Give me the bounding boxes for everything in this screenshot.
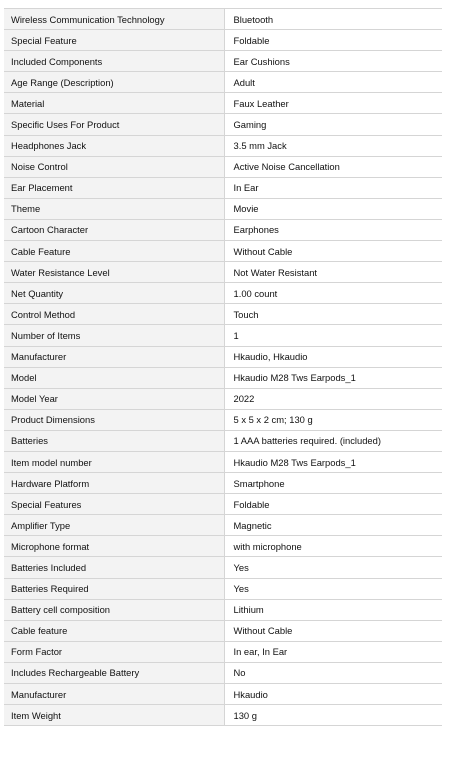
- spec-value: Bluetooth: [224, 9, 442, 30]
- spec-row: [4, 599, 442, 620]
- spec-value: Magnetic: [224, 515, 442, 536]
- spec-row: [4, 135, 442, 156]
- spec-row: [4, 219, 442, 240]
- spec-label: Amplifier Type: [4, 515, 224, 536]
- spec-row: [4, 684, 442, 705]
- spec-value: Gaming: [224, 114, 442, 135]
- spec-label: Wireless Communication Technology: [4, 9, 224, 30]
- spec-label: Theme: [4, 198, 224, 219]
- spec-value: Hkaudio M28 Tws Earpods_1: [224, 367, 442, 388]
- spec-label: Special Features: [4, 494, 224, 515]
- spec-row: [4, 51, 442, 72]
- spec-value: Foldable: [224, 494, 442, 515]
- spec-label: Material: [4, 93, 224, 114]
- spec-row: [4, 641, 442, 662]
- spec-row: [4, 451, 442, 472]
- spec-row: [4, 93, 442, 114]
- spec-row: [4, 346, 442, 367]
- spec-row: [4, 72, 442, 93]
- spec-row: [4, 304, 442, 325]
- spec-row: [4, 9, 442, 30]
- spec-label: Manufacturer: [4, 684, 224, 705]
- spec-row: [4, 177, 442, 198]
- spec-value: In ear, In Ear: [224, 641, 442, 662]
- spec-value: Lithium: [224, 599, 442, 620]
- spec-label: Includes Rechargeable Battery: [4, 662, 224, 683]
- spec-value: Hkaudio, Hkaudio: [224, 346, 442, 367]
- spec-value: 1: [224, 325, 442, 346]
- spec-value: No: [224, 662, 442, 683]
- spec-row: [4, 557, 442, 578]
- spec-value: with microphone: [224, 536, 442, 557]
- spec-label: Product Dimensions: [4, 409, 224, 430]
- spec-value: In Ear: [224, 177, 442, 198]
- spec-label: Item model number: [4, 451, 224, 472]
- spec-label: Ear Placement: [4, 177, 224, 198]
- product-spec-table: [4, 8, 442, 726]
- spec-value: Touch: [224, 304, 442, 325]
- spec-row: [4, 367, 442, 388]
- spec-row: [4, 705, 442, 726]
- spec-row: [4, 283, 442, 304]
- spec-label: Cable feature: [4, 620, 224, 641]
- spec-label: Cartoon Character: [4, 219, 224, 240]
- spec-row: [4, 30, 442, 51]
- spec-row: [4, 156, 442, 177]
- spec-value: 3.5 mm Jack: [224, 135, 442, 156]
- spec-label: Included Components: [4, 51, 224, 72]
- spec-value: 130 g: [224, 705, 442, 726]
- spec-row: [4, 114, 442, 135]
- spec-row: [4, 578, 442, 599]
- spec-row: [4, 536, 442, 557]
- spec-table-body: [4, 9, 442, 726]
- spec-value: Ear Cushions: [224, 51, 442, 72]
- spec-label: Control Method: [4, 304, 224, 325]
- spec-row: [4, 494, 442, 515]
- spec-row: [4, 473, 442, 494]
- spec-value: Movie: [224, 198, 442, 219]
- spec-label: Item Weight: [4, 705, 224, 726]
- spec-value: Yes: [224, 557, 442, 578]
- spec-label: Manufacturer: [4, 346, 224, 367]
- spec-label: Number of Items: [4, 325, 224, 346]
- spec-value: 5 x 5 x 2 cm; 130 g: [224, 409, 442, 430]
- spec-row: [4, 662, 442, 683]
- spec-label: Batteries: [4, 430, 224, 451]
- spec-label: Battery cell composition: [4, 599, 224, 620]
- spec-label: Batteries Required: [4, 578, 224, 599]
- spec-label: Microphone format: [4, 536, 224, 557]
- spec-value: 1.00 count: [224, 283, 442, 304]
- spec-row: [4, 515, 442, 536]
- spec-value: Hkaudio M28 Tws Earpods_1: [224, 451, 442, 472]
- spec-row: [4, 620, 442, 641]
- spec-label: Hardware Platform: [4, 473, 224, 494]
- spec-label: Form Factor: [4, 641, 224, 662]
- spec-value: Smartphone: [224, 473, 442, 494]
- spec-value: 2022: [224, 388, 442, 409]
- spec-value: Not Water Resistant: [224, 262, 442, 283]
- spec-label: Cable Feature: [4, 241, 224, 262]
- spec-row: [4, 388, 442, 409]
- spec-label: Headphones Jack: [4, 135, 224, 156]
- spec-value: Adult: [224, 72, 442, 93]
- spec-row: [4, 198, 442, 219]
- spec-row: [4, 409, 442, 430]
- spec-value: Earphones: [224, 219, 442, 240]
- spec-label: Water Resistance Level: [4, 262, 224, 283]
- spec-value: Without Cable: [224, 241, 442, 262]
- spec-label: Special Feature: [4, 30, 224, 51]
- spec-label: Age Range (Description): [4, 72, 224, 93]
- spec-value: Foldable: [224, 30, 442, 51]
- spec-label: Model: [4, 367, 224, 388]
- spec-row: [4, 325, 442, 346]
- spec-row: [4, 430, 442, 451]
- spec-label: Net Quantity: [4, 283, 224, 304]
- spec-label: Model Year: [4, 388, 224, 409]
- spec-row: [4, 241, 442, 262]
- spec-value: Without Cable: [224, 620, 442, 641]
- spec-value: Hkaudio: [224, 684, 442, 705]
- spec-row: [4, 262, 442, 283]
- spec-label: Batteries Included: [4, 557, 224, 578]
- spec-label: Noise Control: [4, 156, 224, 177]
- spec-label: Specific Uses For Product: [4, 114, 224, 135]
- spec-value: Active Noise Cancellation: [224, 156, 442, 177]
- spec-value: 1 AAA batteries required. (included): [224, 430, 442, 451]
- spec-value: Yes: [224, 578, 442, 599]
- spec-value: Faux Leather: [224, 93, 442, 114]
